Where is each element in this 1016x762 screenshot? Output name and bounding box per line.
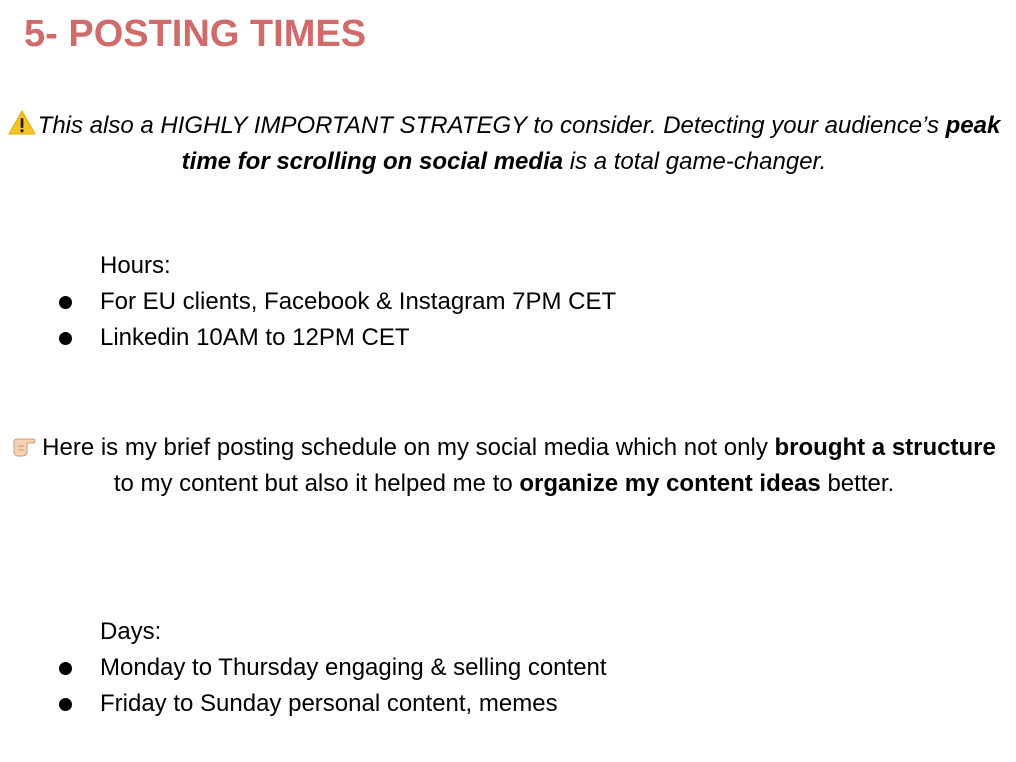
page-title: 5- POSTING TIMES [24, 13, 367, 55]
list-item-text: Monday to Thursday engaging & selling content [100, 654, 607, 681]
list-item [0, 320, 616, 356]
schedule-text: Here is my brief posting schedule on my social media which not only [42, 434, 775, 461]
list-item [0, 650, 607, 686]
list-item-text: Friday to Sunday personal content, memes [100, 690, 558, 717]
intro-paragraph [0, 108, 1008, 180]
days-list [0, 650, 607, 722]
list-item-text: For EU clients, Facebook & Instagram 7PM CET [100, 288, 617, 315]
days-label: Days: [100, 618, 162, 645]
intro-text: This also a HIGHLY IMPORTANT STRATEGY to consider. Detecting your audience’s [37, 112, 946, 139]
schedule-bold-text-2: organize my content ideas [519, 470, 821, 497]
bullet-icon [59, 698, 72, 711]
schedule-text-end: better. [820, 470, 895, 497]
list-item-text: Linkedin 10AM to 12PM CET [100, 324, 410, 351]
hours-list [0, 284, 616, 356]
schedule-text-middle: to my content but also it helped me to [113, 470, 520, 497]
intro-bold-text: peak time for scrolling on social media [181, 112, 1001, 175]
hours-label: Hours: [100, 252, 171, 279]
schedule-bold-text: brought a structure [774, 434, 996, 461]
bullet-icon [59, 332, 72, 345]
bullet-icon [59, 296, 72, 309]
bullet-icon [59, 662, 72, 675]
list-item [0, 284, 616, 320]
intro-text-end: is a total game-changer. [563, 148, 827, 175]
schedule-paragraph [0, 430, 1008, 502]
pointing-hand-icon [12, 431, 40, 459]
list-item [0, 686, 607, 722]
warning-icon [8, 109, 36, 137]
